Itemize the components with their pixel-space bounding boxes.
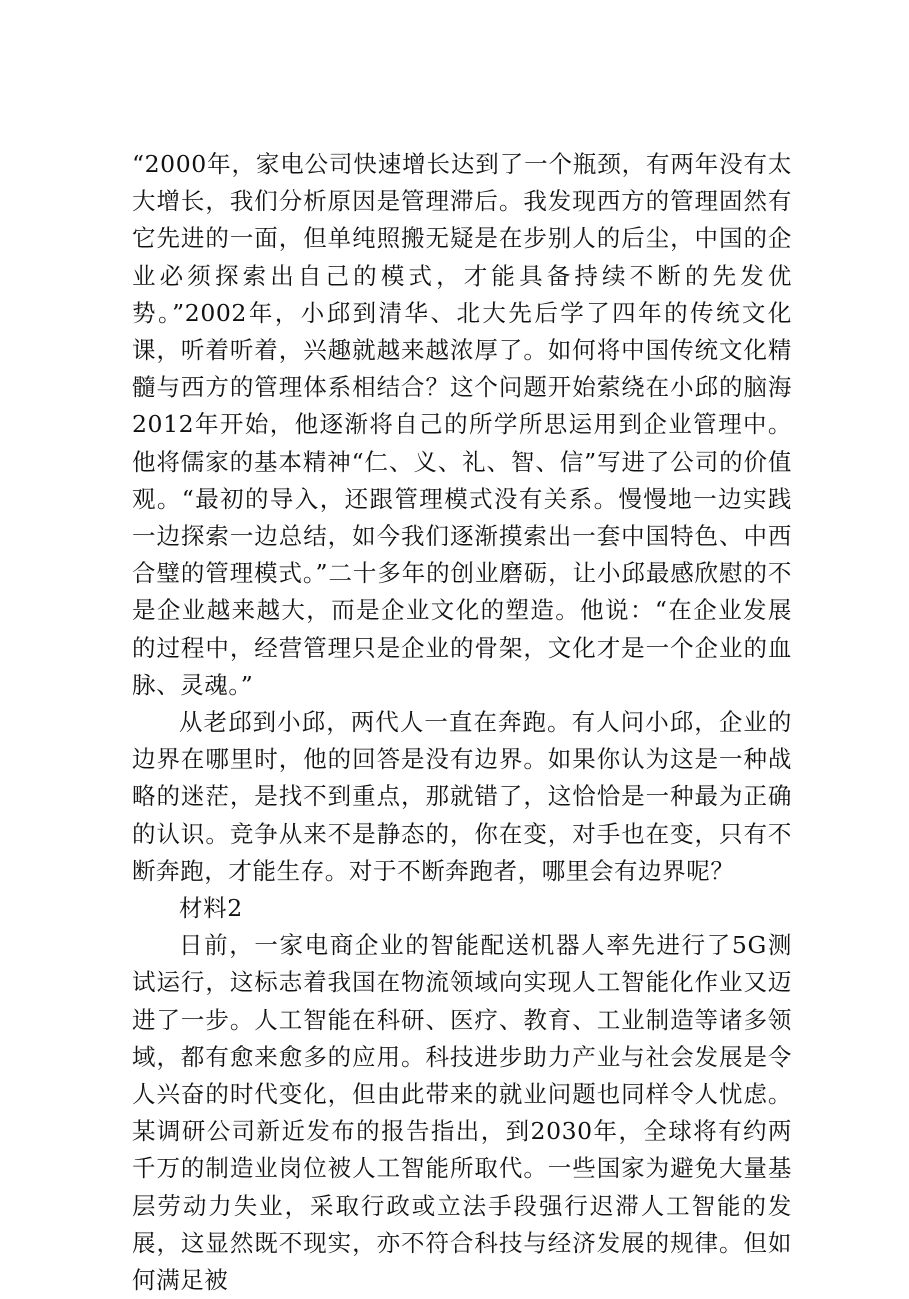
- paragraph-ai-robot: 日前，一家电商企业的智能配送机器人率先进行了5G测试运行，这标志着我国在物流领域向实现人工智能化作业又迈进了一步。人工智能在科研、医疗、教育、工业制造等诸多领域，都有愈来愈多的应用。科技进步助力产业与社会发展是令人兴奋的时代变化，但由此带来的就业问题也同样令人忧虑。某调研公司新近发布的报告指出，到2030年，全球将有约两千万的制造业岗位被人工智能所取代。一些国家为避免大量基层劳动力失业，采取行政或立法手段强行迟滞人工智能的发展，这显然既不现实，亦不符合科技与经济发展的规律。但如何满足被: [132, 931, 792, 1295]
- section-heading-material-2: 材料2: [179, 894, 243, 923]
- paragraph-two-generations: 从老邱到小邱，两代人一直在奔跑。有人问小邱，企业的边界在哪里时，他的回答是没有边界。如果你认为这是一种战略的迷茫，是找不到重点，那就错了，这恰恰是一种最为正确的认识。竞争从来不是静态的，你在变，对手也在变，只有不断奔跑，才能生存。对于不断奔跑者，哪里会有边界呢？: [132, 708, 792, 885]
- paragraph-quote-2000: “2000年，家电公司快速增长达到了一个瓶颈，有两年没有太大增长，我们分析原因是管理滞后。我发现西方的管理固然有它先进的一面，但单纯照搬无疑是在步别人的后尘，中国的企业必须探索出自己的模式，才能具备持续不断的先发优势。”2002年，小邱到清华、北大先后学了四年的传统文化课，听着听着，兴趣就越来越浓厚了。如何将中国传统文化精髓与西方的管理体系相结合？这个问题开始萦绕在小邱的脑海2012年开始，他逐渐将自己的所学所思运用到企业管理中。他将儒家的基本精神“仁、义、礼、智、信”写进了公司的价值观。“最初的导入，还跟管理模式没有关系。慢慢地一边实践一边探索一边总结，如今我们逐渐摸索出一套中国特色、中西合璧的管理模式。”二十多年的创业磨砺，让小邱最感欣慰的不是企业越来越大，而是企业文化的塑造。他说：“在企业发展的过程中，经营管理只是企业的骨架，文化才是一个企业的血脉、灵魂。”: [132, 150, 792, 699]
- document-page: [132, 146, 792, 1299]
